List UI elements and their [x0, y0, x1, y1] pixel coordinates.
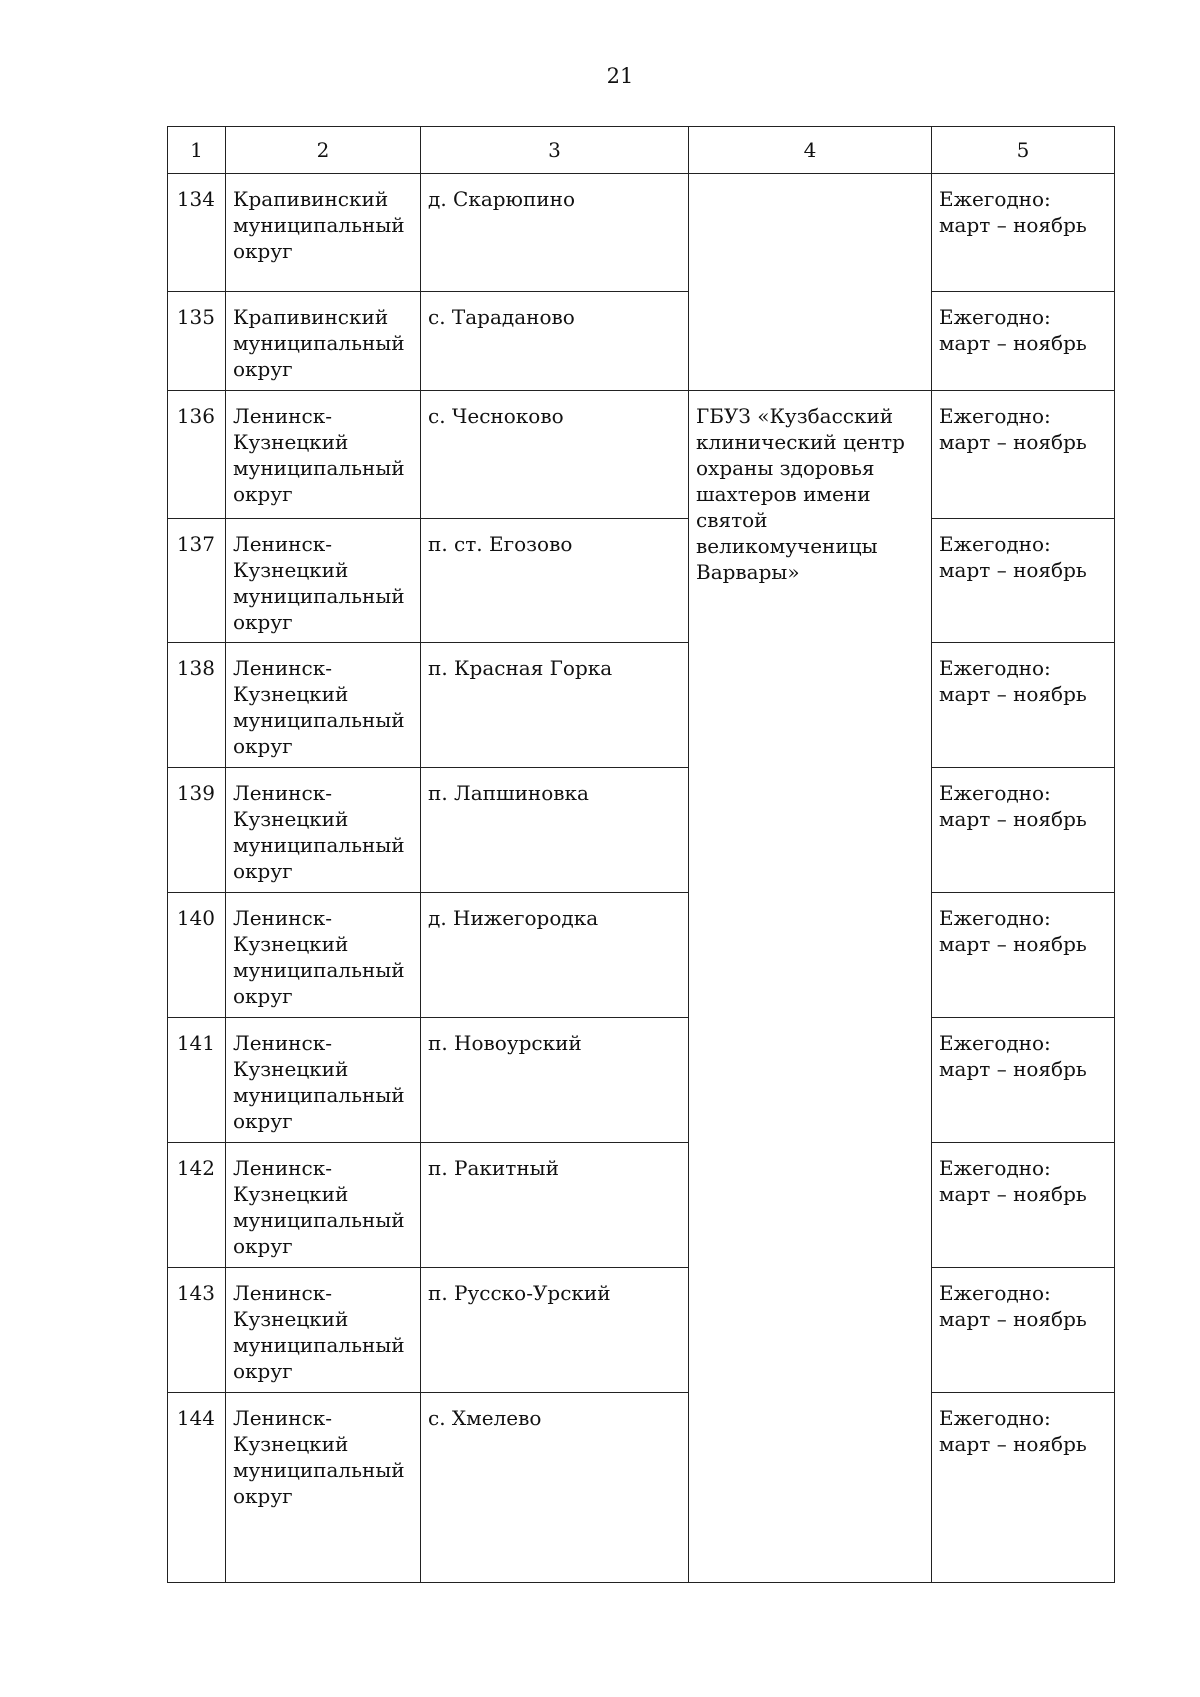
table-header-row: [168, 127, 1115, 174]
period-cell: Ежегодно: март – ноябрь: [932, 174, 1115, 292]
period-cell: Ежегодно: март – ноябрь: [932, 1143, 1115, 1268]
period-cell: Ежегодно: март – ноябрь: [932, 1018, 1115, 1143]
table-row: [168, 893, 1115, 1018]
table-row: [168, 768, 1115, 893]
district-cell: Крапивинский муниципальный округ: [226, 174, 421, 292]
district-cell: Ленинск-Кузнецкий муниципальный округ: [226, 1268, 421, 1393]
settlements-table: [167, 126, 1115, 1583]
district-cell: Крапивинский муниципальный округ: [226, 292, 421, 391]
settlement-cell: д. Скарюпино: [421, 174, 689, 292]
row-number: 140: [168, 893, 226, 1018]
row-number: 143: [168, 1268, 226, 1393]
settlement-cell: п. Красная Горка: [421, 643, 689, 768]
district-cell: Ленинск-Кузнецкий муниципальный округ: [226, 893, 421, 1018]
district-cell: Ленинск-Кузнецкий муниципальный округ: [226, 519, 421, 643]
header-cell: 2: [226, 127, 421, 174]
settlement-cell: с. Чесноково: [421, 391, 689, 519]
district-cell: Ленинск-Кузнецкий муниципальный округ: [226, 1393, 421, 1583]
table-row: [168, 292, 1115, 391]
row-number: 141: [168, 1018, 226, 1143]
row-number: 135: [168, 292, 226, 391]
period-cell: Ежегодно: март – ноябрь: [932, 292, 1115, 391]
table-row: [168, 519, 1115, 643]
table-row: [168, 1393, 1115, 1583]
table-row: [168, 643, 1115, 768]
institution-cell: ГБУЗ «Кузбасский клинический центр охраны здоровья шахтеров имени святой великомученицы Варвары»: [689, 391, 932, 1583]
table-row: [168, 1143, 1115, 1268]
row-number: 138: [168, 643, 226, 768]
settlement-cell: п. Лапшиновка: [421, 768, 689, 893]
period-cell: Ежегодно: март – ноябрь: [932, 643, 1115, 768]
settlement-cell: п. Ракитный: [421, 1143, 689, 1268]
row-number: 134: [168, 174, 226, 292]
period-cell: Ежегодно: март – ноябрь: [932, 1268, 1115, 1393]
district-cell: Ленинск-Кузнецкий муниципальный округ: [226, 391, 421, 519]
period-cell: Ежегодно: март – ноябрь: [932, 893, 1115, 1018]
table-row: [168, 1268, 1115, 1393]
settlement-cell: п. ст. Егозово: [421, 519, 689, 643]
page-number: 21: [606, 64, 634, 88]
district-cell: Ленинск-Кузнецкий муниципальный округ: [226, 1143, 421, 1268]
row-number: 139: [168, 768, 226, 893]
period-cell: Ежегодно: март – ноябрь: [932, 391, 1115, 519]
row-number: 137: [168, 519, 226, 643]
row-number: 144: [168, 1393, 226, 1583]
header-cell: 5: [932, 127, 1115, 174]
period-cell: Ежегодно: март – ноябрь: [932, 1393, 1115, 1583]
header-cell: 3: [421, 127, 689, 174]
district-cell: Ленинск-Кузнецкий муниципальный округ: [226, 643, 421, 768]
table-row: [168, 174, 1115, 292]
header-cell: 1: [168, 127, 226, 174]
table-row: [168, 1018, 1115, 1143]
row-number: 142: [168, 1143, 226, 1268]
settlement-cell: с. Хмелево: [421, 1393, 689, 1583]
table-row: [168, 391, 1115, 519]
settlement-cell: д. Нижегородка: [421, 893, 689, 1018]
district-cell: Ленинск-Кузнецкий муниципальный округ: [226, 1018, 421, 1143]
row-number: 136: [168, 391, 226, 519]
institution-cell-empty: [689, 174, 932, 391]
period-cell: Ежегодно: март – ноябрь: [932, 768, 1115, 893]
settlement-cell: с. Тараданово: [421, 292, 689, 391]
settlement-cell: п. Новоурский: [421, 1018, 689, 1143]
header-cell: 4: [689, 127, 932, 174]
district-cell: Ленинск-Кузнецкий муниципальный округ: [226, 768, 421, 893]
settlement-cell: п. Русско-Урский: [421, 1268, 689, 1393]
period-cell: Ежегодно: март – ноябрь: [932, 519, 1115, 643]
